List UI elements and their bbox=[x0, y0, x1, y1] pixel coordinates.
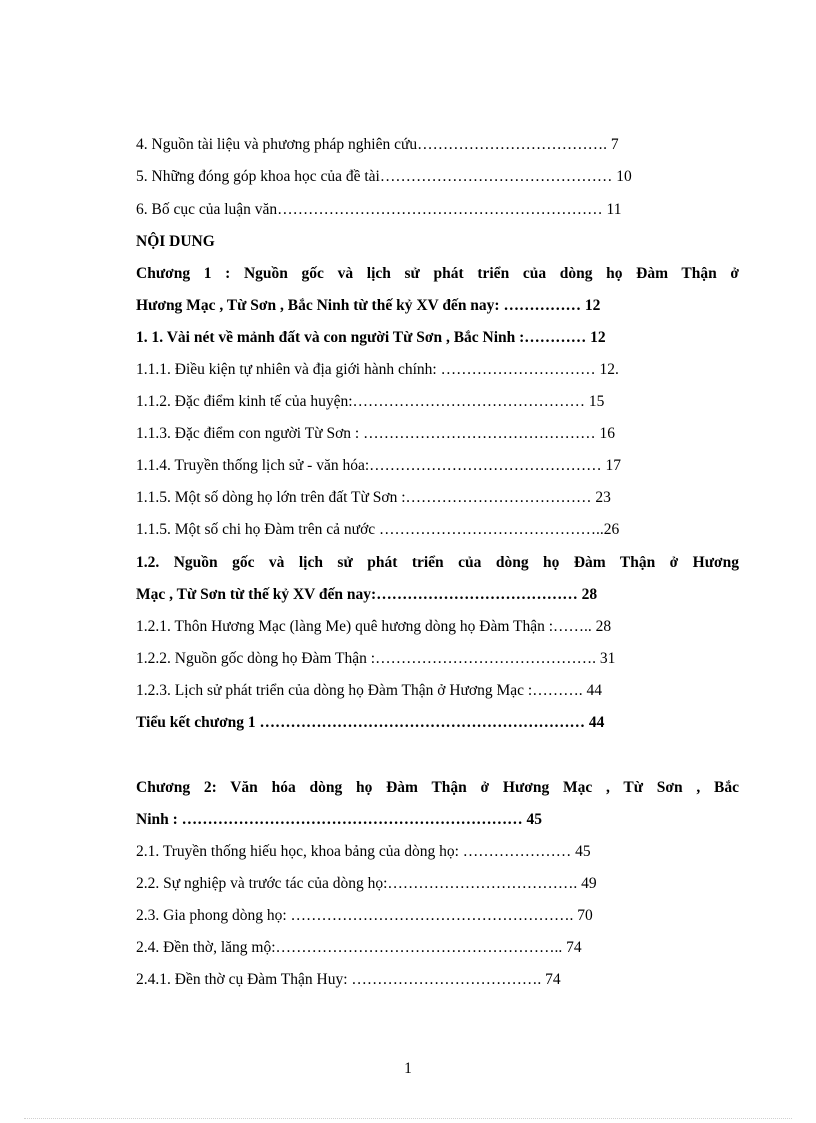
toc-section-1-2-line1: 1.2. Nguồn gốc và lịch sử phát triển của dòng họ Đàm Thận ở Hương bbox=[136, 554, 739, 571]
toc-entry-2-2: 2.2. Sự nghiệp và trước tác của dòng họ:………………………………. 49 bbox=[136, 875, 597, 892]
toc-section-1-2-line2: Mạc , Từ Sơn từ thế kỷ XV đến nay:………………………………… 28 bbox=[136, 586, 598, 603]
toc-entry-2-4-1: 2.4.1. Đền thờ cụ Đàm Thận Huy: ………………………………. 74 bbox=[136, 971, 561, 988]
toc-chapter-1-line2: Hương Mạc , Từ Sơn , Bắc Ninh từ thế kỷ XV đến nay: …………… 12 bbox=[136, 297, 601, 314]
page-number: 1 bbox=[404, 1060, 412, 1077]
toc-entry-1-1-5a: 1.1.5. Một số dòng họ lớn trên đất Từ Sơn :……………………………… 23 bbox=[136, 489, 611, 506]
toc-entry-2-4: 2.4. Đền thờ, lăng mộ:……………………………………………….. 74 bbox=[136, 939, 582, 956]
toc-entry-4: 4. Nguồn tài liệu và phương pháp nghiên cứu………………………………. 7 bbox=[136, 136, 619, 153]
toc-entry-1-1-2: 1.1.2. Đặc điểm kinh tế của huyện:……………………………………… 15 bbox=[136, 393, 605, 410]
toc-entry-1-1-3: 1.1.3. Đặc điểm con người Từ Sơn : ……………………………………… 16 bbox=[136, 425, 615, 442]
toc-entry-2-3: 2.3. Gia phong dòng họ: ………………………………………………. 70 bbox=[136, 907, 593, 924]
toc-section-1-1: 1. 1. Vài nét về mảnh đất và con người Từ Sơn , Bắc Ninh :………… 12 bbox=[136, 329, 606, 346]
toc-entry-1-2-3: 1.2.3. Lịch sử phát triển của dòng họ Đàm Thận ở Hương Mạc :………. 44 bbox=[136, 682, 602, 699]
toc-entry-1-1-5b: 1.1.5. Một số chi họ Đàm trên cả nước ……………………………………..26 bbox=[136, 521, 620, 538]
toc-heading-noi-dung: NỘI DUNG bbox=[136, 233, 215, 250]
toc-summary-chapter-1: Tiểu kết chương 1 ……………………………………………………… 44 bbox=[136, 714, 605, 731]
toc-entry-1-1-4: 1.1.4. Truyền thống lịch sử - văn hóa:……………………………………… 17 bbox=[136, 457, 622, 474]
toc-entry-1-2-2: 1.2.2. Nguồn gốc dòng họ Đàm Thận :……………………………………. 31 bbox=[136, 650, 616, 667]
toc-entry-1-2-1: 1.2.1. Thôn Hương Mạc (làng Me) quê hương dòng họ Đàm Thận :…….. 28 bbox=[136, 618, 612, 635]
toc-entry-6: 6. Bố cục của luận văn……………………………………………………… 11 bbox=[136, 201, 622, 218]
toc-chapter-2-line2: Ninh : ………………………………………………………… 45 bbox=[136, 811, 543, 828]
page-bottom-divider bbox=[24, 1118, 792, 1119]
toc-entry-5: 5. Những đóng góp khoa học của đề tài……………………………………… 10 bbox=[136, 168, 632, 185]
toc-chapter-1-line1: Chương 1 : Nguồn gốc và lịch sử phát triển của dòng họ Đàm Thận ở bbox=[136, 265, 739, 282]
toc-entry-1-1-1: 1.1.1. Điều kiện tự nhiên và địa giới hành chính: ………………………… 12. bbox=[136, 361, 619, 378]
toc-entry-2-1: 2.1. Truyền thống hiếu học, khoa bảng của dòng họ: ………………… 45 bbox=[136, 843, 591, 860]
toc-chapter-2-line1: Chương 2: Văn hóa dòng họ Đàm Thận ở Hương Mạc , Từ Sơn , Bắc bbox=[136, 779, 739, 796]
